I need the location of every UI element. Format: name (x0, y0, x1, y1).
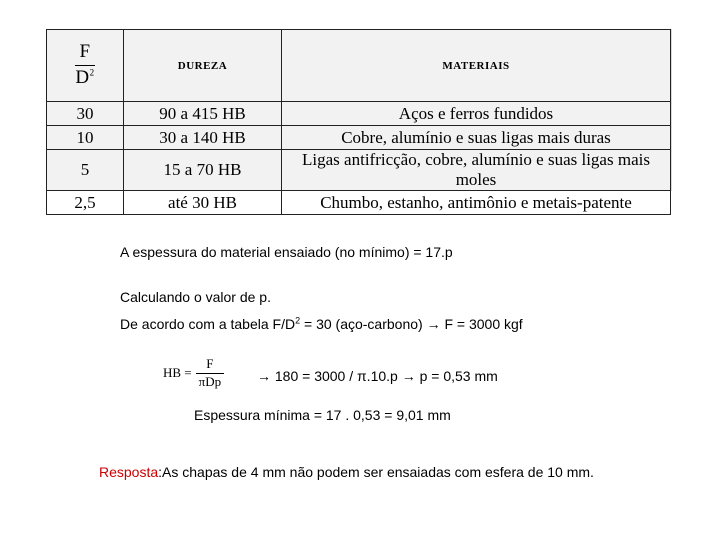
espessura-minima-line: A espessura do material ensaiado (no mínimo) = 17.p (120, 244, 453, 260)
table-row (47, 102, 671, 126)
cell-dureza: até 30 HB (124, 191, 282, 215)
cell-materiais: Aços e ferros fundidos (282, 102, 671, 126)
denominator-exponent: 2 (89, 67, 95, 78)
denominator-d: D (75, 66, 90, 88)
cell-materiais: Ligas antifricção, cobre, alumínio e suas ligas mais moles (282, 150, 671, 191)
cell-dureza: 15 a 70 HB (124, 150, 282, 191)
table-header-row (47, 30, 671, 102)
cell-dureza: 30 a 140 HB (124, 126, 282, 150)
resposta-label: Resposta (99, 464, 159, 480)
header-materiais: MATERIAIS (282, 30, 671, 102)
hb-formula (163, 356, 224, 390)
formula-numerator: F (196, 356, 224, 374)
espessura-result: Espessura mínima = 17 . 0,53 = 9,01 mm (194, 407, 451, 423)
header-f-over-d2 (47, 30, 124, 102)
f-d2-fraction (75, 42, 94, 89)
cell-ratio: 30 (47, 102, 124, 126)
cell-dureza: 90 a 415 HB (124, 102, 282, 126)
formula-denominator: πDp (198, 374, 222, 389)
tabela-text-post: = 30 (aço-carbono) → F = 3000 kgf (300, 316, 523, 332)
hardness-table (46, 29, 671, 215)
table-row (47, 126, 671, 150)
resposta-text: :As chapas de 4 mm não podem ser ensaiadas com esfera de 10 mm. (158, 464, 594, 480)
cell-ratio: 10 (47, 126, 124, 150)
tabela-line (120, 316, 523, 332)
cell-ratio: 5 (47, 150, 124, 191)
cell-ratio: 2,5 (47, 191, 124, 215)
table-row (47, 191, 671, 215)
resposta-line (99, 464, 594, 480)
formula-fraction (196, 356, 224, 390)
fraction-denominator (75, 66, 94, 89)
table-row (47, 150, 671, 191)
tabela-exponent: 2 (295, 315, 301, 326)
calculation-line: → 180 = 3000 / π.10.p → p = 0,53 mm (257, 368, 498, 384)
fraction-numerator: F (75, 42, 94, 66)
header-dureza: DUREZA (124, 30, 282, 102)
tabela-text-pre: De acordo com a tabela F/D (120, 316, 296, 332)
formula-lhs: HB = (163, 365, 192, 380)
calculando-line: Calculando o valor de p. (120, 289, 271, 305)
cell-materiais: Cobre, alumínio e suas ligas mais duras (282, 126, 671, 150)
cell-materiais: Chumbo, estanho, antimônio e metais-patente (282, 191, 671, 215)
